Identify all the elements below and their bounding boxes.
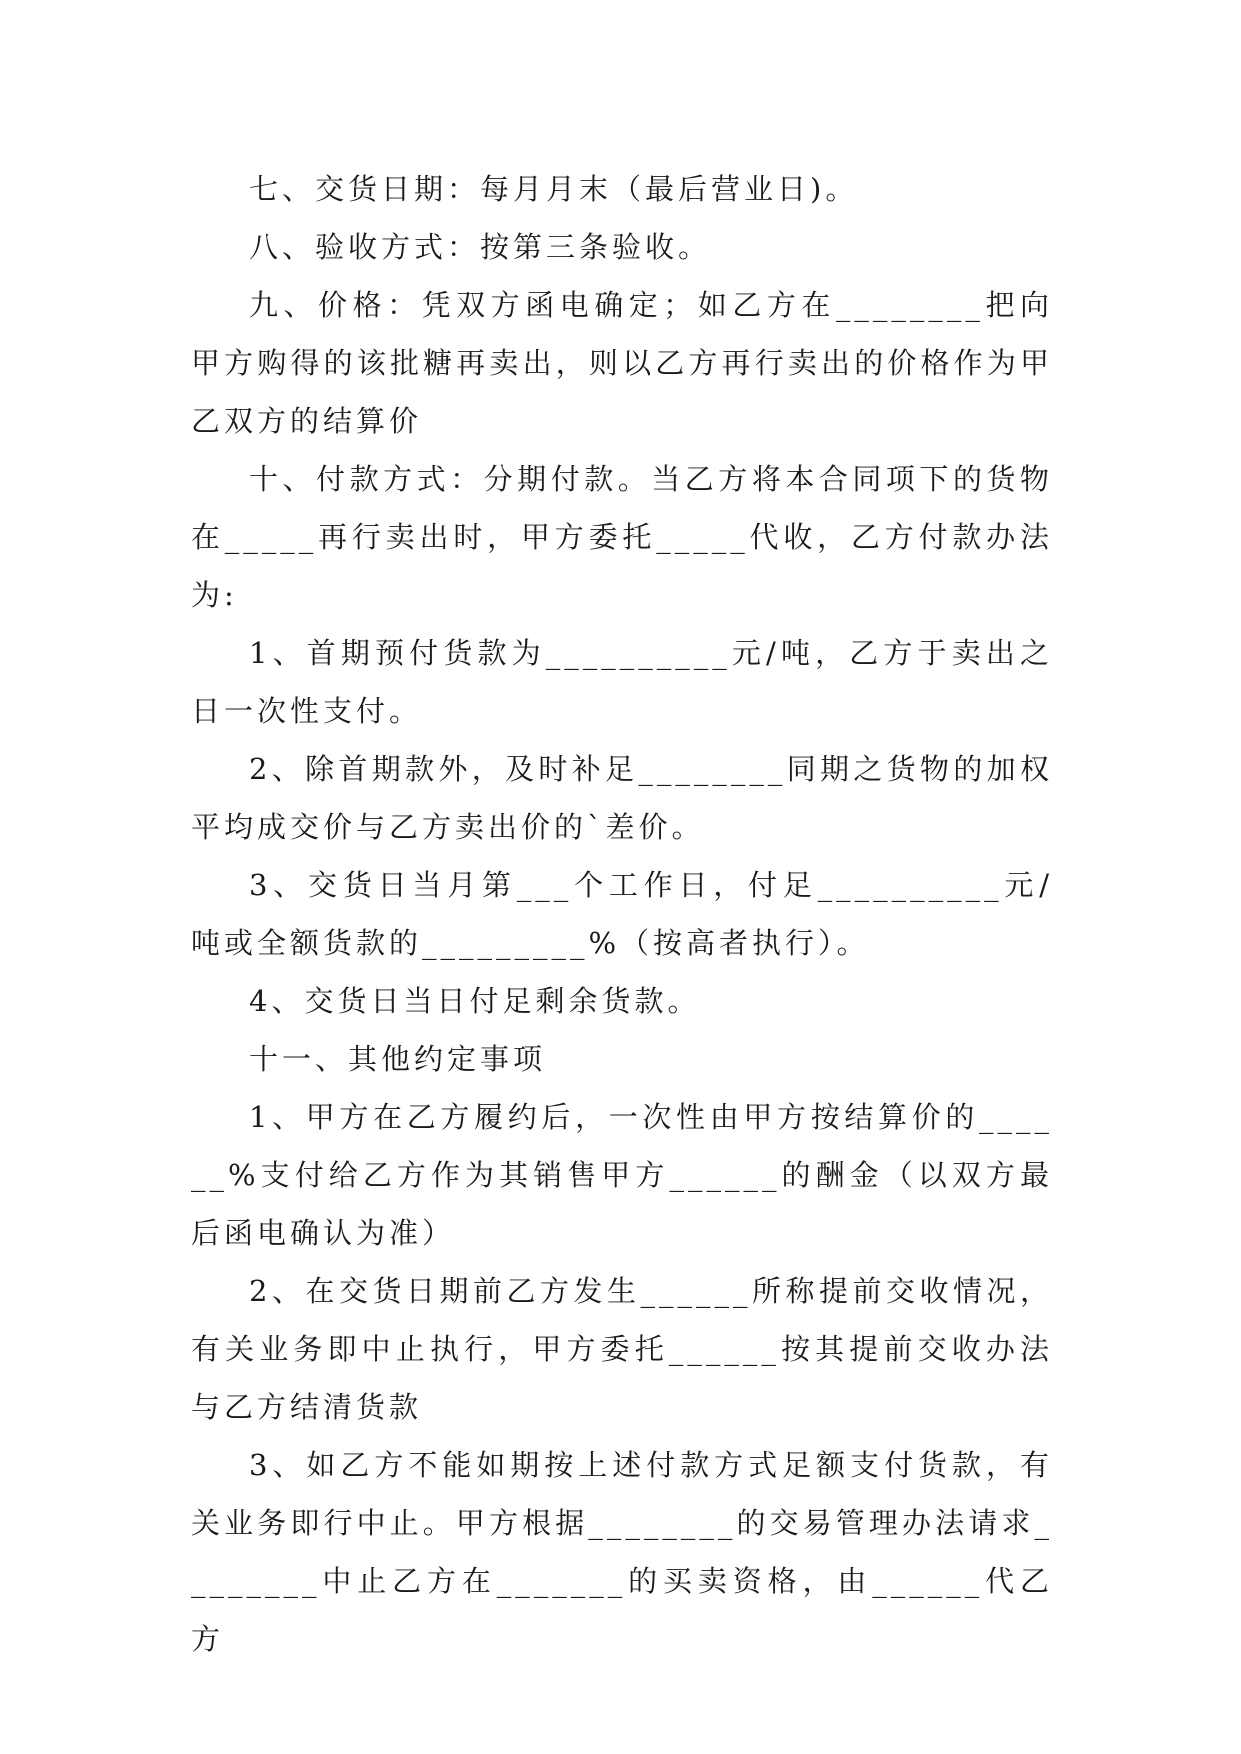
payment-item-3: 3、交货日当月第___个工作日，付足__________元/吨或全额货款的_________%（按高者执行）。 bbox=[191, 868, 1053, 960]
clause-7-delivery-date: 七、交货日期：每月月末（最后营业日)。 bbox=[249, 172, 859, 206]
clause-8-inspection: 八、验收方式：按第三条验收。 bbox=[249, 230, 712, 264]
payment-item-4: 4、交货日当日付足剩余货款。 bbox=[249, 984, 701, 1018]
payment-item-2: 2、除首期款外，及时补足________同期之货物的加权平均成交价与乙方卖出价的`差价。 bbox=[191, 752, 1053, 844]
clause-11-other-terms: 十一、其他约定事项 bbox=[249, 1042, 547, 1076]
other-term-2: 2、在交货日期前乙方发生______所称提前交收情况，有关业务即中止执行，甲方委托______按其提前交收办法与乙方结清货款 bbox=[191, 1274, 1053, 1424]
other-term-3: 3、如乙方不能如期按上述付款方式足额支付货款，有关业务即行中止。甲方根据________的交易管理办法请求________中止乙方在_______的买卖资格，由______代乙方 bbox=[191, 1448, 1053, 1656]
other-term-1: 1、甲方在乙方履约后，一次性由甲方按结算价的______%支付给乙方作为其销售甲方______的酬金（以双方最后函电确认为准） bbox=[191, 1100, 1053, 1250]
document-page bbox=[191, 160, 1053, 1668]
clause-10-payment: 十、付款方式：分期付款。当乙方将本合同项下的货物在_____再行卖出时，甲方委托_____代收，乙方付款办法为: bbox=[191, 462, 1053, 612]
clause-9-price: 九、价格：凭双方函电确定；如乙方在________把向甲方购得的该批糖再卖出，则以乙方再行卖出的价格作为甲乙双方的结算价 bbox=[191, 288, 1053, 438]
payment-item-1: 1、首期预付货款为__________元/吨，乙方于卖出之日一次性支付。 bbox=[191, 636, 1053, 728]
